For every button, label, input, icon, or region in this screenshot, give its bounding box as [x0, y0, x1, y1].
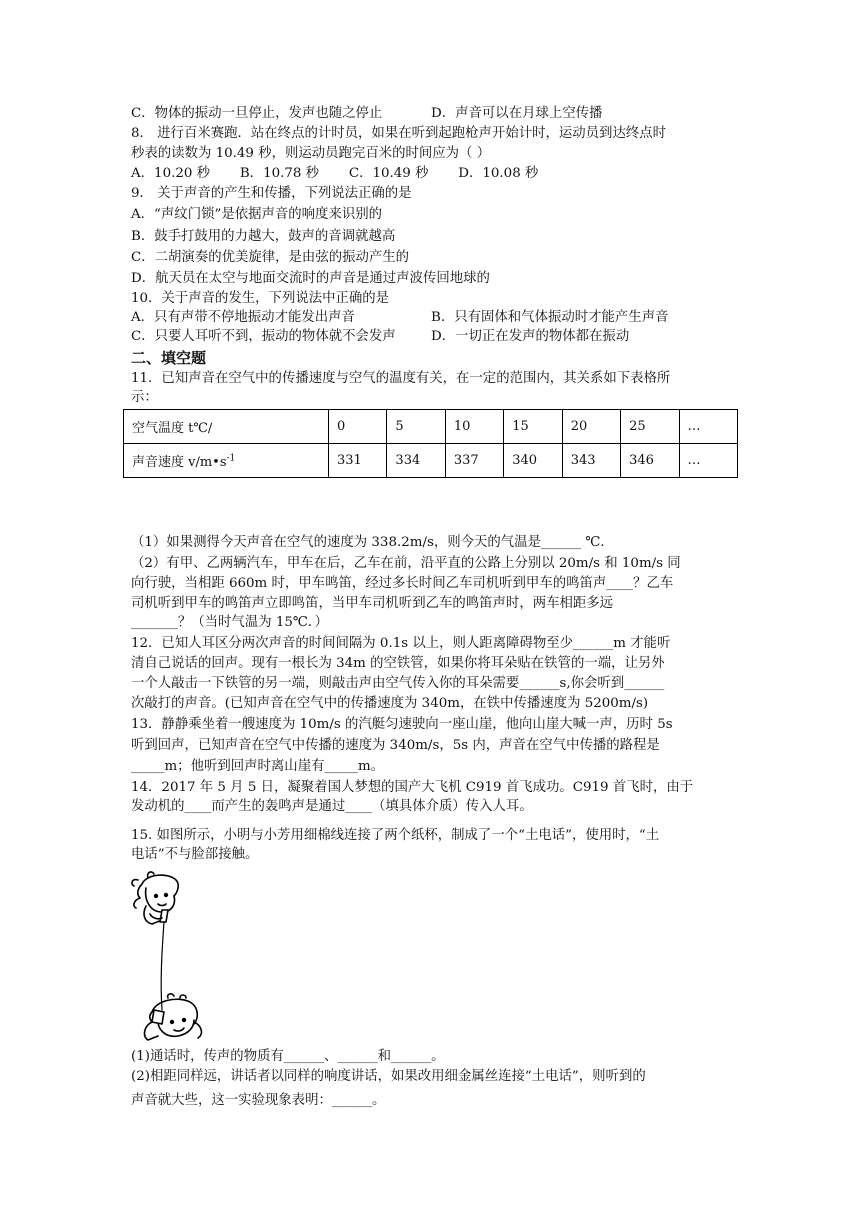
q9-option-c: C．二胡演奏的优美旋律，是由弦的振动产生的 — [131, 250, 410, 265]
q11-stem-line1: 11．已知声音在空气中的传播速度与空气的温度有关，在一定的范围内，其关系如下表格所 — [131, 371, 671, 386]
q8-stem-line2: 秒表的读数为 10.49 秒，则运动员跑完百米的时间应为（ ） — [131, 146, 491, 161]
q8-options: A．10.20 秒 B．10.78 秒 C．10.49 秒 D．10.08 秒 — [131, 166, 539, 181]
table-cell: 20 — [562, 410, 620, 444]
table-cell: 346 — [621, 444, 679, 478]
q15-line1: 15. 如图所示，小明与小芳用细棉线连接了两个纸杯，制成了一个“土电话”，使用时，“土 — [131, 828, 660, 843]
speed-temperature-table — [123, 409, 738, 478]
table-cell: … — [679, 444, 737, 478]
q13-line1: 13．静静乘坐着一艘速度为 10m/s 的汽艇匀速驶向一座山崖，他向山崖大喊一声，历时 5s — [131, 717, 673, 732]
q10-option-c: C．只要人耳听不到，振动的物体就不会发声 — [131, 329, 396, 344]
table-cell: 340 — [504, 444, 562, 478]
table-row — [124, 410, 738, 444]
q15-line2: 电话”不与脸部接触。 — [131, 847, 259, 862]
table-header-speed — [124, 444, 329, 478]
q10-option-a: A．只有声带不停地振动才能发出声音 — [131, 310, 355, 325]
q8-stem-line1: 8． 进行百米赛跑．站在终点的计时员，如果在听到起跑枪声开始计时，运动员到达终点时 — [131, 126, 667, 141]
q10-option-b: B．只有固体和气体振动时才能产生声音 — [431, 310, 669, 325]
q12-line4: 次敲打的声音。(已知声音在空气中的传播速度为 340m，在铁中传播速度为 5200m/s) — [131, 696, 649, 711]
table-cell: 5 — [387, 410, 445, 444]
q9-option-b: B．鼓手打鼓用的力越大，鼓声的音调就越高 — [131, 229, 396, 244]
table-cell: 337 — [445, 444, 503, 478]
q15-part2-line1: (2)相距同样远，讲话者以同样的响度讲话，如果改用细金属丝连接“土电话”，则听到的 — [131, 1069, 646, 1084]
table-cell: 15 — [504, 410, 562, 444]
speed-unit-exponent: -1 — [226, 453, 236, 464]
q10-stem: 10．关于声音的发生，下列说法中正确的是 — [131, 291, 390, 306]
q9-stem: 9． 关于声音的产生和传播，下列说法正确的是 — [131, 186, 412, 201]
section-heading: 二、填空题 — [131, 349, 207, 367]
q10-option-d: D．一切正在发声的物体都在振动 — [431, 329, 630, 344]
q12-line2: 清自己说话的回声。现有一根长为 34m 的空铁管，如果你将耳朵贴在铁管的一端，让另外 — [131, 656, 665, 671]
table-cell: 334 — [387, 444, 445, 478]
q7-option-d: D．声音可以在月球上空传播 — [431, 106, 603, 121]
q9-option-a: A．“声纹门锁”是依据声音的响度来识别的 — [131, 207, 383, 222]
table-row — [124, 444, 738, 478]
speed-label: 声音速度 v/m•s — [132, 455, 227, 470]
q15-part2-line2: 声音就大些，这一实验现象表明：______。 — [131, 1093, 386, 1108]
q12-line1: 12．已知人耳区分两次声音的时间间隔为 0.1s 以上，则人距离障碍物至少______m 才能听 — [131, 636, 671, 651]
table-cell: 331 — [329, 444, 387, 478]
q7-option-c: C．物体的振动一旦停止，发声也随之停止 — [131, 106, 383, 121]
q11-part2-line3: 司机听到甲车的鸣笛声立即鸣笛，当甲车司机听到乙车的鸣笛声时，两车相距多远 — [131, 596, 614, 611]
q12-line3: 一个人敲击一下铁管的另一端，则敲击声由空气传入你的耳朵需要______s,你会听到______ — [131, 676, 665, 691]
q15-part1: (1)通话时，传声的物质有______、______和______。 — [131, 1049, 445, 1064]
q13-line2: 听到回声，已知声音在空气中传播的速度为 340m/s，5s 内，声音在空气中传播的路程是 — [131, 738, 660, 753]
q11-part2-line2: 向行驶，当相距 660m 时，甲车鸣笛，经过多长时间乙车司机听到甲车的鸣笛声____？乙车 — [131, 576, 674, 591]
q11-part2-line1: （2）有甲、乙两辆汽车，甲车在后，乙车在前，沿平直的公路上分别以 20m/s 和 10m/s 同 — [131, 556, 681, 571]
table-cell: 343 — [562, 444, 620, 478]
table-header-temperature: 空气温度 t℃/ — [124, 410, 329, 444]
table-cell: … — [679, 410, 737, 444]
table-cell: 0 — [329, 410, 387, 444]
q14-line1: 14．2017 年 5 月 5 日，凝聚着国人梦想的国产大飞机 C919 首飞成功。C919 首飞时，由于 — [131, 780, 694, 795]
q11-part2-line4: _______？（当时气温为 15℃．） — [131, 615, 328, 630]
tin-can-telephone-figure — [128, 870, 228, 1045]
q11-part1: （1）如果测得今天声音在空气的速度为 338.2m/s，则今天的气温是______ ℃． — [131, 535, 614, 550]
q14-line2: 发动机的____而产生的轰鸣声是通过____（填具体介质）传入人耳。 — [131, 799, 533, 814]
table-cell: 10 — [445, 410, 503, 444]
q13-line3: _____m；他听到回声时离山崖有_____m。 — [131, 759, 385, 774]
q11-stem-line2: 示： — [131, 390, 158, 405]
q9-option-d: D．航天员在太空与地面交流时的声音是通过声波传回地球的 — [131, 271, 490, 286]
table-cell: 25 — [621, 410, 679, 444]
